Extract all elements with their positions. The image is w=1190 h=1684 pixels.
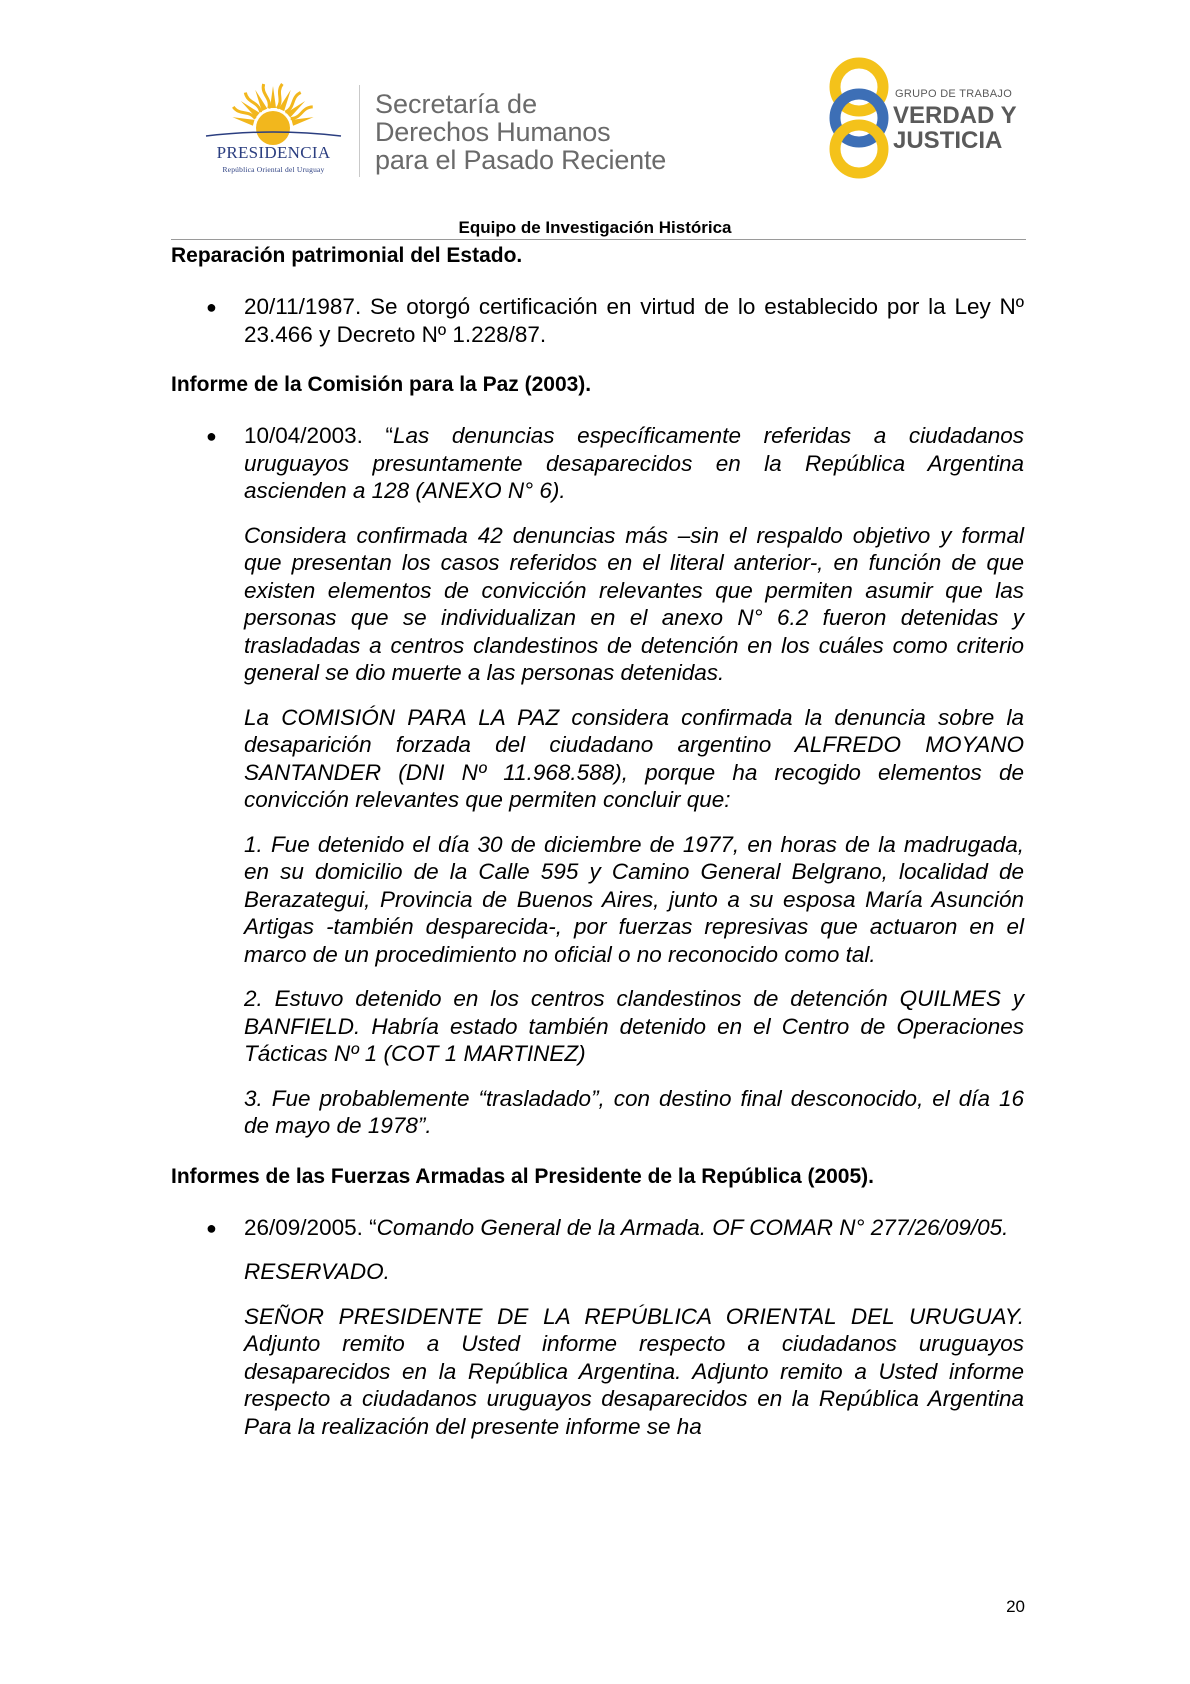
- secretaria-name: [375, 90, 666, 174]
- paragraph: [244, 522, 1024, 687]
- paragraph: [244, 1258, 1024, 1286]
- vj-title-line-1: VERDAD Y: [893, 102, 1017, 129]
- quote-text: Las denuncias específicamente referidas a ciudadanos uruguayos presuntamente desaparecidos en la República Argentina ascienden a 128 (ANEXO N° 6).: [244, 423, 1024, 503]
- vj-small-label: GRUPO DE TRABAJO: [895, 88, 1013, 100]
- paragraph: [244, 704, 1024, 814]
- bullet-dot-icon: ●: [206, 297, 217, 317]
- presidencia-subtitle: República Oriental del Uruguay: [222, 165, 325, 174]
- secretaria-line-1: Secretaría de: [375, 89, 538, 119]
- presidencia-sun-logo: [196, 78, 351, 178]
- quote-text: 1. Fue detenido el día 30 de diciembre de 1977, en horas de la madrugada, en su domicilio de la Calle 595 y Camino General Belgrano, localidad de Berazategui, Provincia de Buenos Aires, junto a su esposa María Asunción Artigas -también desparecida-, por fuerzas represivas que actuaron en el marco de un procedimiento no oficial o no reconocido como tal.: [244, 831, 1024, 967]
- secretaria-line-3: para el Pasado Reciente: [375, 145, 667, 175]
- quote-text: 3. Fue probablemente “trasladado”, con destino final desconocido, el día 16 de mayo de 1978”.: [244, 1085, 1024, 1138]
- presidencia-title: PRESIDENCIA: [216, 143, 331, 162]
- section-heading-fuerzas-armadas: Informes de las Fuerzas Armadas al Presidente de la República (2005).: [171, 1164, 874, 1188]
- quote-text: Considera confirmada 42 denuncias más –sin el respaldo objetivo y formal que presentan los casos referidos en el literal anterior-, en función de que existen elementos de convicción relevantes que permiten asumir que las personas que se individualizan en el anexo N° 6.2 fueron detenidas y trasladadas a centros clandestinos de detención en los cuáles como criterio general se dio muerte a las personas detenidas.: [244, 522, 1024, 685]
- secretaria-line-2: Derechos Humanos: [375, 117, 611, 147]
- bullet-dot-icon: ●: [206, 1217, 217, 1238]
- document-body: [171, 243, 1024, 1464]
- paragraph: [244, 1214, 1024, 1242]
- quote-text: SEÑOR PRESIDENTE DE LA REPÚBLICA ORIENTAL DEL URUGUAY. Adjunto remito a Usted informe respecto a ciudadanos uruguayos desaparecidos en la República Argentina. Adjunto remito a Usted informe respecto a ciudadanos uruguayos desaparecidos en la República Argentina Para la realización del presente informe se ha: [244, 1303, 1024, 1439]
- paragraph: [244, 422, 1024, 505]
- bullet-item: [206, 293, 1024, 348]
- quote-text: 2. Estuvo detenido en los centros clandestinos de detención QUILMES y BANFIELD. Habría estado también detenido en el Centro de Operaciones Tácticas Nº 1 (COT 1 MARTINEZ): [244, 986, 1024, 1066]
- vj-title: [893, 103, 1017, 153]
- verdad-justicia-rings-logo: [818, 55, 900, 180]
- entry-date: 10/04/2003. “: [244, 423, 393, 448]
- paragraph: [244, 831, 1024, 969]
- vj-title-line-2: JUSTICIA: [893, 127, 1003, 154]
- header-rule: [171, 239, 1026, 240]
- bullet-item: [206, 1214, 1024, 1441]
- quote-text: Comando General de la Armada. OF COMAR N° 277/26/09/05.: [376, 1214, 1009, 1240]
- section-heading-comision: Informe de la Comisión para la Paz (2003).: [171, 373, 592, 396]
- paragraph: 20/11/1987. Se otorgó certificación en virtud de lo establecido por la Ley Nº 23.466 y Decreto Nº 1.228/87.: [244, 294, 1024, 347]
- paragraph: [244, 985, 1024, 1068]
- paragraph: [244, 1303, 1024, 1441]
- header-divider: [359, 85, 360, 177]
- team-title: Equipo de Investigación Histórica: [458, 218, 732, 237]
- quote-text: RESERVADO.: [244, 1259, 390, 1284]
- quote-text: La COMISIÓN PARA LA PAZ considera confirmada la denuncia sobre la desaparición forzada del ciudadano argentino ALFREDO MOYANO SANTANDER (DNI Nº 11.968.588), porque ha recogido elementos de convicción relevantes que permiten concluir que:: [244, 704, 1024, 812]
- paragraph: [244, 1085, 1024, 1140]
- entry-date: 26/09/2005. “: [244, 1214, 377, 1240]
- bullet-item: [206, 422, 1024, 1140]
- section-heading-reparacion: Reparación patrimonial del Estado.: [171, 244, 523, 267]
- page-number: 20: [1006, 1597, 1025, 1616]
- bullet-dot-icon: ●: [206, 426, 217, 446]
